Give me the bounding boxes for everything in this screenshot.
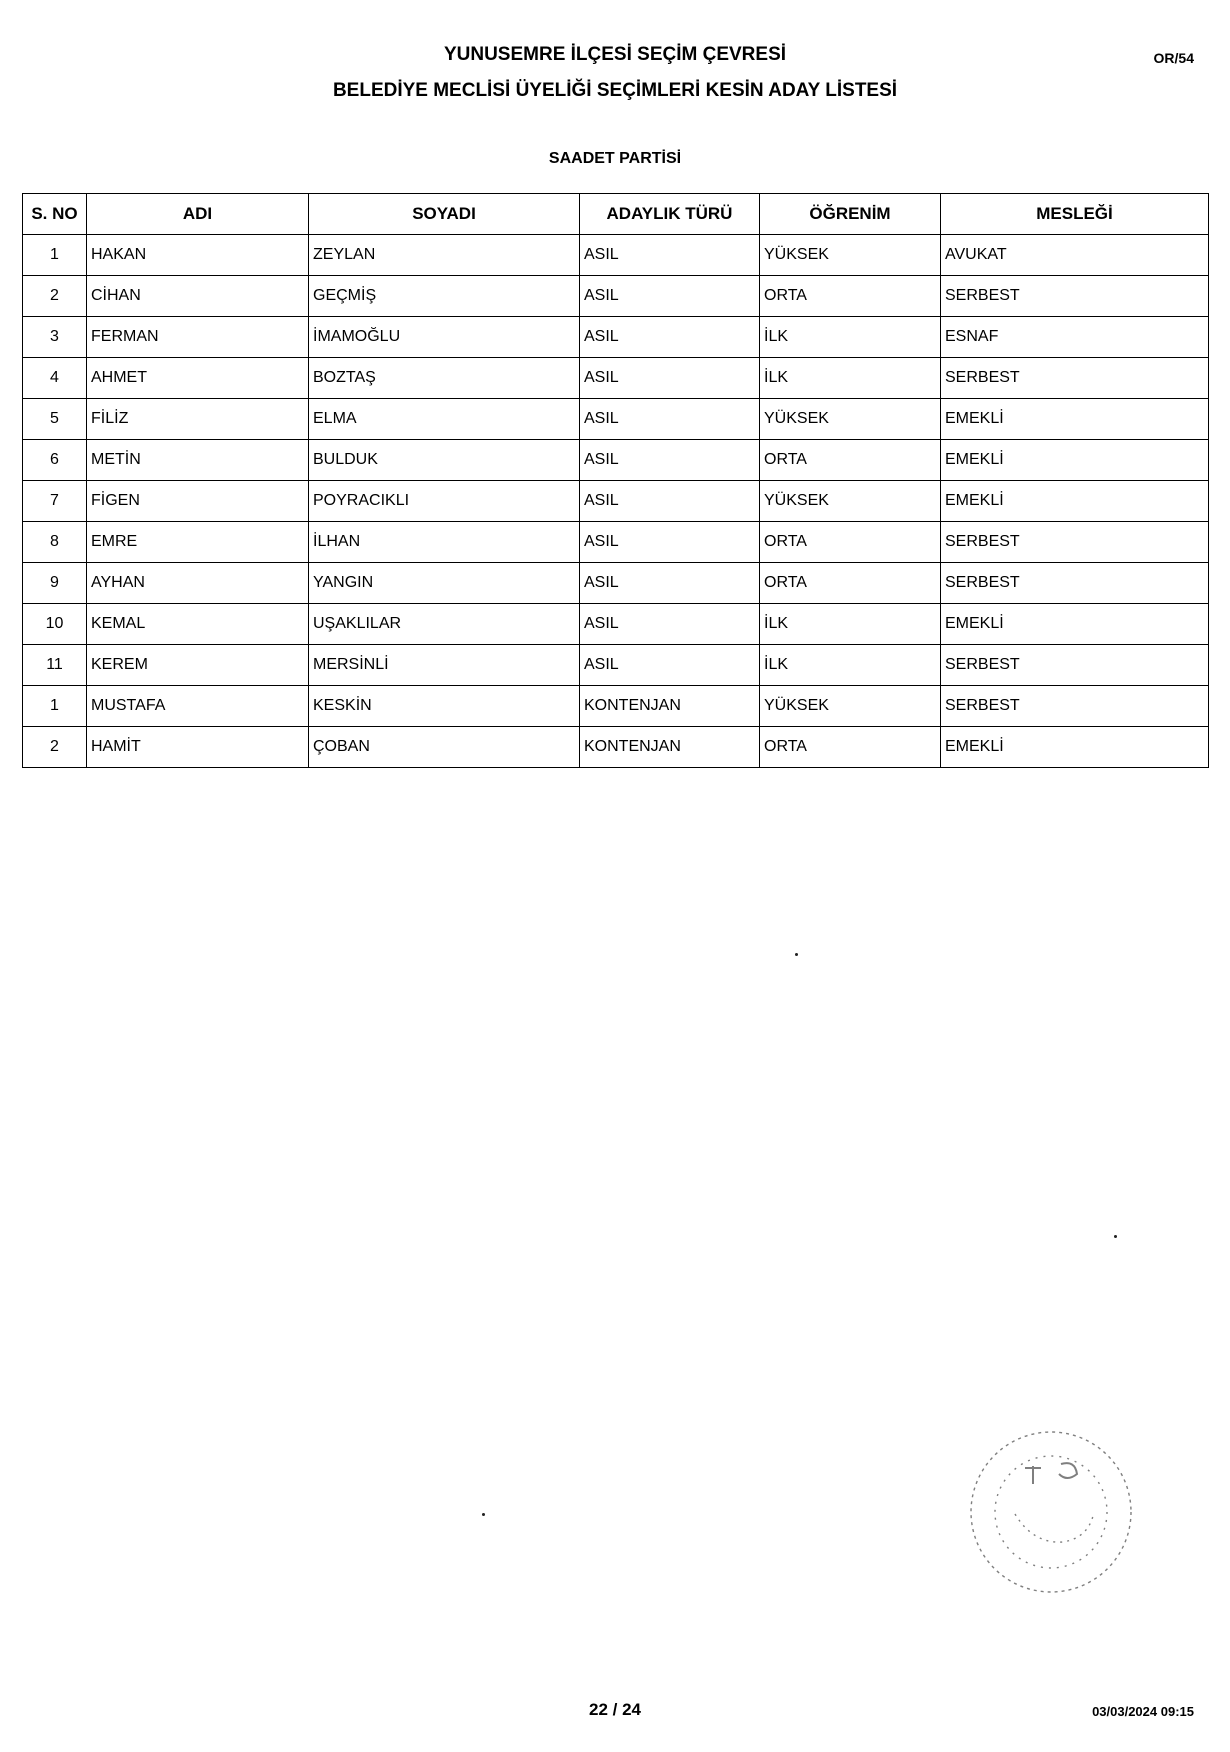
cell-profession: SERBEST <box>941 563 1209 604</box>
cell-candidacy-type: ASIL <box>580 481 760 522</box>
cell-education: YÜKSEK <box>760 399 941 440</box>
column-header-education: ÖĞRENİM <box>760 194 941 235</box>
cell-surname: BULDUK <box>309 440 580 481</box>
cell-surname: YANGIN <box>309 563 580 604</box>
cell-name: KEMAL <box>87 604 309 645</box>
cell-surname: ÇOBAN <box>309 727 580 768</box>
cell-name: FİLİZ <box>87 399 309 440</box>
table-row <box>23 481 1209 522</box>
cell-name: CİHAN <box>87 276 309 317</box>
document-title-line-1: YUNUSEMRE İLÇESİ SEÇİM ÇEVRESİ <box>443 44 787 65</box>
cell-name: HAKAN <box>87 235 309 276</box>
cell-sno: 10 <box>23 604 87 645</box>
cell-candidacy-type: ASIL <box>580 563 760 604</box>
cell-name: MUSTAFA <box>87 686 309 727</box>
cell-candidacy-type: KONTENJAN <box>580 727 760 768</box>
print-date: 03/03/2024 09:15 <box>1092 1704 1194 1719</box>
column-header-candidacy-type: ADAYLIK TÜRÜ <box>580 194 760 235</box>
column-header-surname: SOYADI <box>309 194 580 235</box>
cell-profession: SERBEST <box>941 686 1209 727</box>
table-row <box>23 727 1209 768</box>
cell-name: AYHAN <box>87 563 309 604</box>
cell-education: YÜKSEK <box>760 481 941 522</box>
cell-surname: İMAMOĞLU <box>309 317 580 358</box>
cell-education: ORTA <box>760 522 941 563</box>
cell-profession: EMEKLİ <box>941 440 1209 481</box>
column-header-sno: S. NO <box>23 194 87 235</box>
cell-education: İLK <box>760 645 941 686</box>
cell-education: İLK <box>760 317 941 358</box>
cell-education: ORTA <box>760 727 941 768</box>
cell-candidacy-type: ASIL <box>580 399 760 440</box>
cell-education: ORTA <box>760 563 941 604</box>
cell-profession: EMEKLİ <box>941 399 1209 440</box>
cell-surname: MERSİNLİ <box>309 645 580 686</box>
cell-education: ORTA <box>760 440 941 481</box>
cell-profession: ESNAF <box>941 317 1209 358</box>
cell-sno: 1 <box>23 686 87 727</box>
table-body <box>23 235 1209 768</box>
table-row <box>23 522 1209 563</box>
cell-candidacy-type: ASIL <box>580 276 760 317</box>
cell-sno: 3 <box>23 317 87 358</box>
scan-speck <box>795 953 798 956</box>
cell-surname: POYRACIKLI <box>309 481 580 522</box>
cell-name: FERMAN <box>87 317 309 358</box>
cell-surname: UŞAKLILAR <box>309 604 580 645</box>
cell-surname: BOZTAŞ <box>309 358 580 399</box>
table-row <box>23 358 1209 399</box>
cell-sno: 9 <box>23 563 87 604</box>
scan-speck <box>482 1513 485 1516</box>
cell-candidacy-type: ASIL <box>580 235 760 276</box>
cell-sno: 6 <box>23 440 87 481</box>
cell-profession: EMEKLİ <box>941 727 1209 768</box>
table-header-row <box>23 194 1209 235</box>
table-row <box>23 399 1209 440</box>
party-name: SAADET PARTİSİ <box>548 150 682 167</box>
candidate-table <box>22 193 1209 768</box>
cell-profession: SERBEST <box>941 522 1209 563</box>
cell-profession: EMEKLİ <box>941 481 1209 522</box>
cell-sno: 11 <box>23 645 87 686</box>
cell-candidacy-type: ASIL <box>580 440 760 481</box>
document-code: OR/54 <box>1153 50 1194 66</box>
cell-sno: 1 <box>23 235 87 276</box>
cell-education: İLK <box>760 358 941 399</box>
cell-surname: GEÇMİŞ <box>309 276 580 317</box>
cell-candidacy-type: ASIL <box>580 604 760 645</box>
table-row <box>23 604 1209 645</box>
cell-name: HAMİT <box>87 727 309 768</box>
cell-sno: 4 <box>23 358 87 399</box>
table-row <box>23 317 1209 358</box>
table-row <box>23 276 1209 317</box>
column-header-profession: MESLEĞİ <box>941 194 1209 235</box>
cell-sno: 5 <box>23 399 87 440</box>
cell-profession: SERBEST <box>941 645 1209 686</box>
cell-candidacy-type: ASIL <box>580 645 760 686</box>
table-row <box>23 563 1209 604</box>
cell-sno: 2 <box>23 727 87 768</box>
cell-education: ORTA <box>760 276 941 317</box>
cell-sno: 8 <box>23 522 87 563</box>
cell-name: FİGEN <box>87 481 309 522</box>
cell-profession: AVUKAT <box>941 235 1209 276</box>
cell-education: YÜKSEK <box>760 235 941 276</box>
column-header-name: ADI <box>87 194 309 235</box>
cell-candidacy-type: ASIL <box>580 317 760 358</box>
cell-name: AHMET <box>87 358 309 399</box>
scan-speck <box>1114 1235 1117 1238</box>
cell-profession: EMEKLİ <box>941 604 1209 645</box>
cell-surname: ELMA <box>309 399 580 440</box>
cell-candidacy-type: ASIL <box>580 522 760 563</box>
official-seal-stamp <box>963 1424 1139 1600</box>
cell-name: EMRE <box>87 522 309 563</box>
table-row <box>23 440 1209 481</box>
cell-surname: KESKİN <box>309 686 580 727</box>
cell-sno: 2 <box>23 276 87 317</box>
cell-surname: İLHAN <box>309 522 580 563</box>
page-number: 22 / 24 <box>589 1700 641 1719</box>
table-row <box>23 235 1209 276</box>
cell-profession: SERBEST <box>941 358 1209 399</box>
cell-profession: SERBEST <box>941 276 1209 317</box>
cell-surname: ZEYLAN <box>309 235 580 276</box>
cell-name: KEREM <box>87 645 309 686</box>
table-row <box>23 645 1209 686</box>
document-title-line-2: BELEDİYE MECLİSİ ÜYELİĞİ SEÇİMLERİ KESİN ADAY LİSTESİ <box>332 80 898 101</box>
cell-education: İLK <box>760 604 941 645</box>
cell-candidacy-type: KONTENJAN <box>580 686 760 727</box>
cell-name: METİN <box>87 440 309 481</box>
cell-education: YÜKSEK <box>760 686 941 727</box>
cell-sno: 7 <box>23 481 87 522</box>
cell-candidacy-type: ASIL <box>580 358 760 399</box>
table-row <box>23 686 1209 727</box>
